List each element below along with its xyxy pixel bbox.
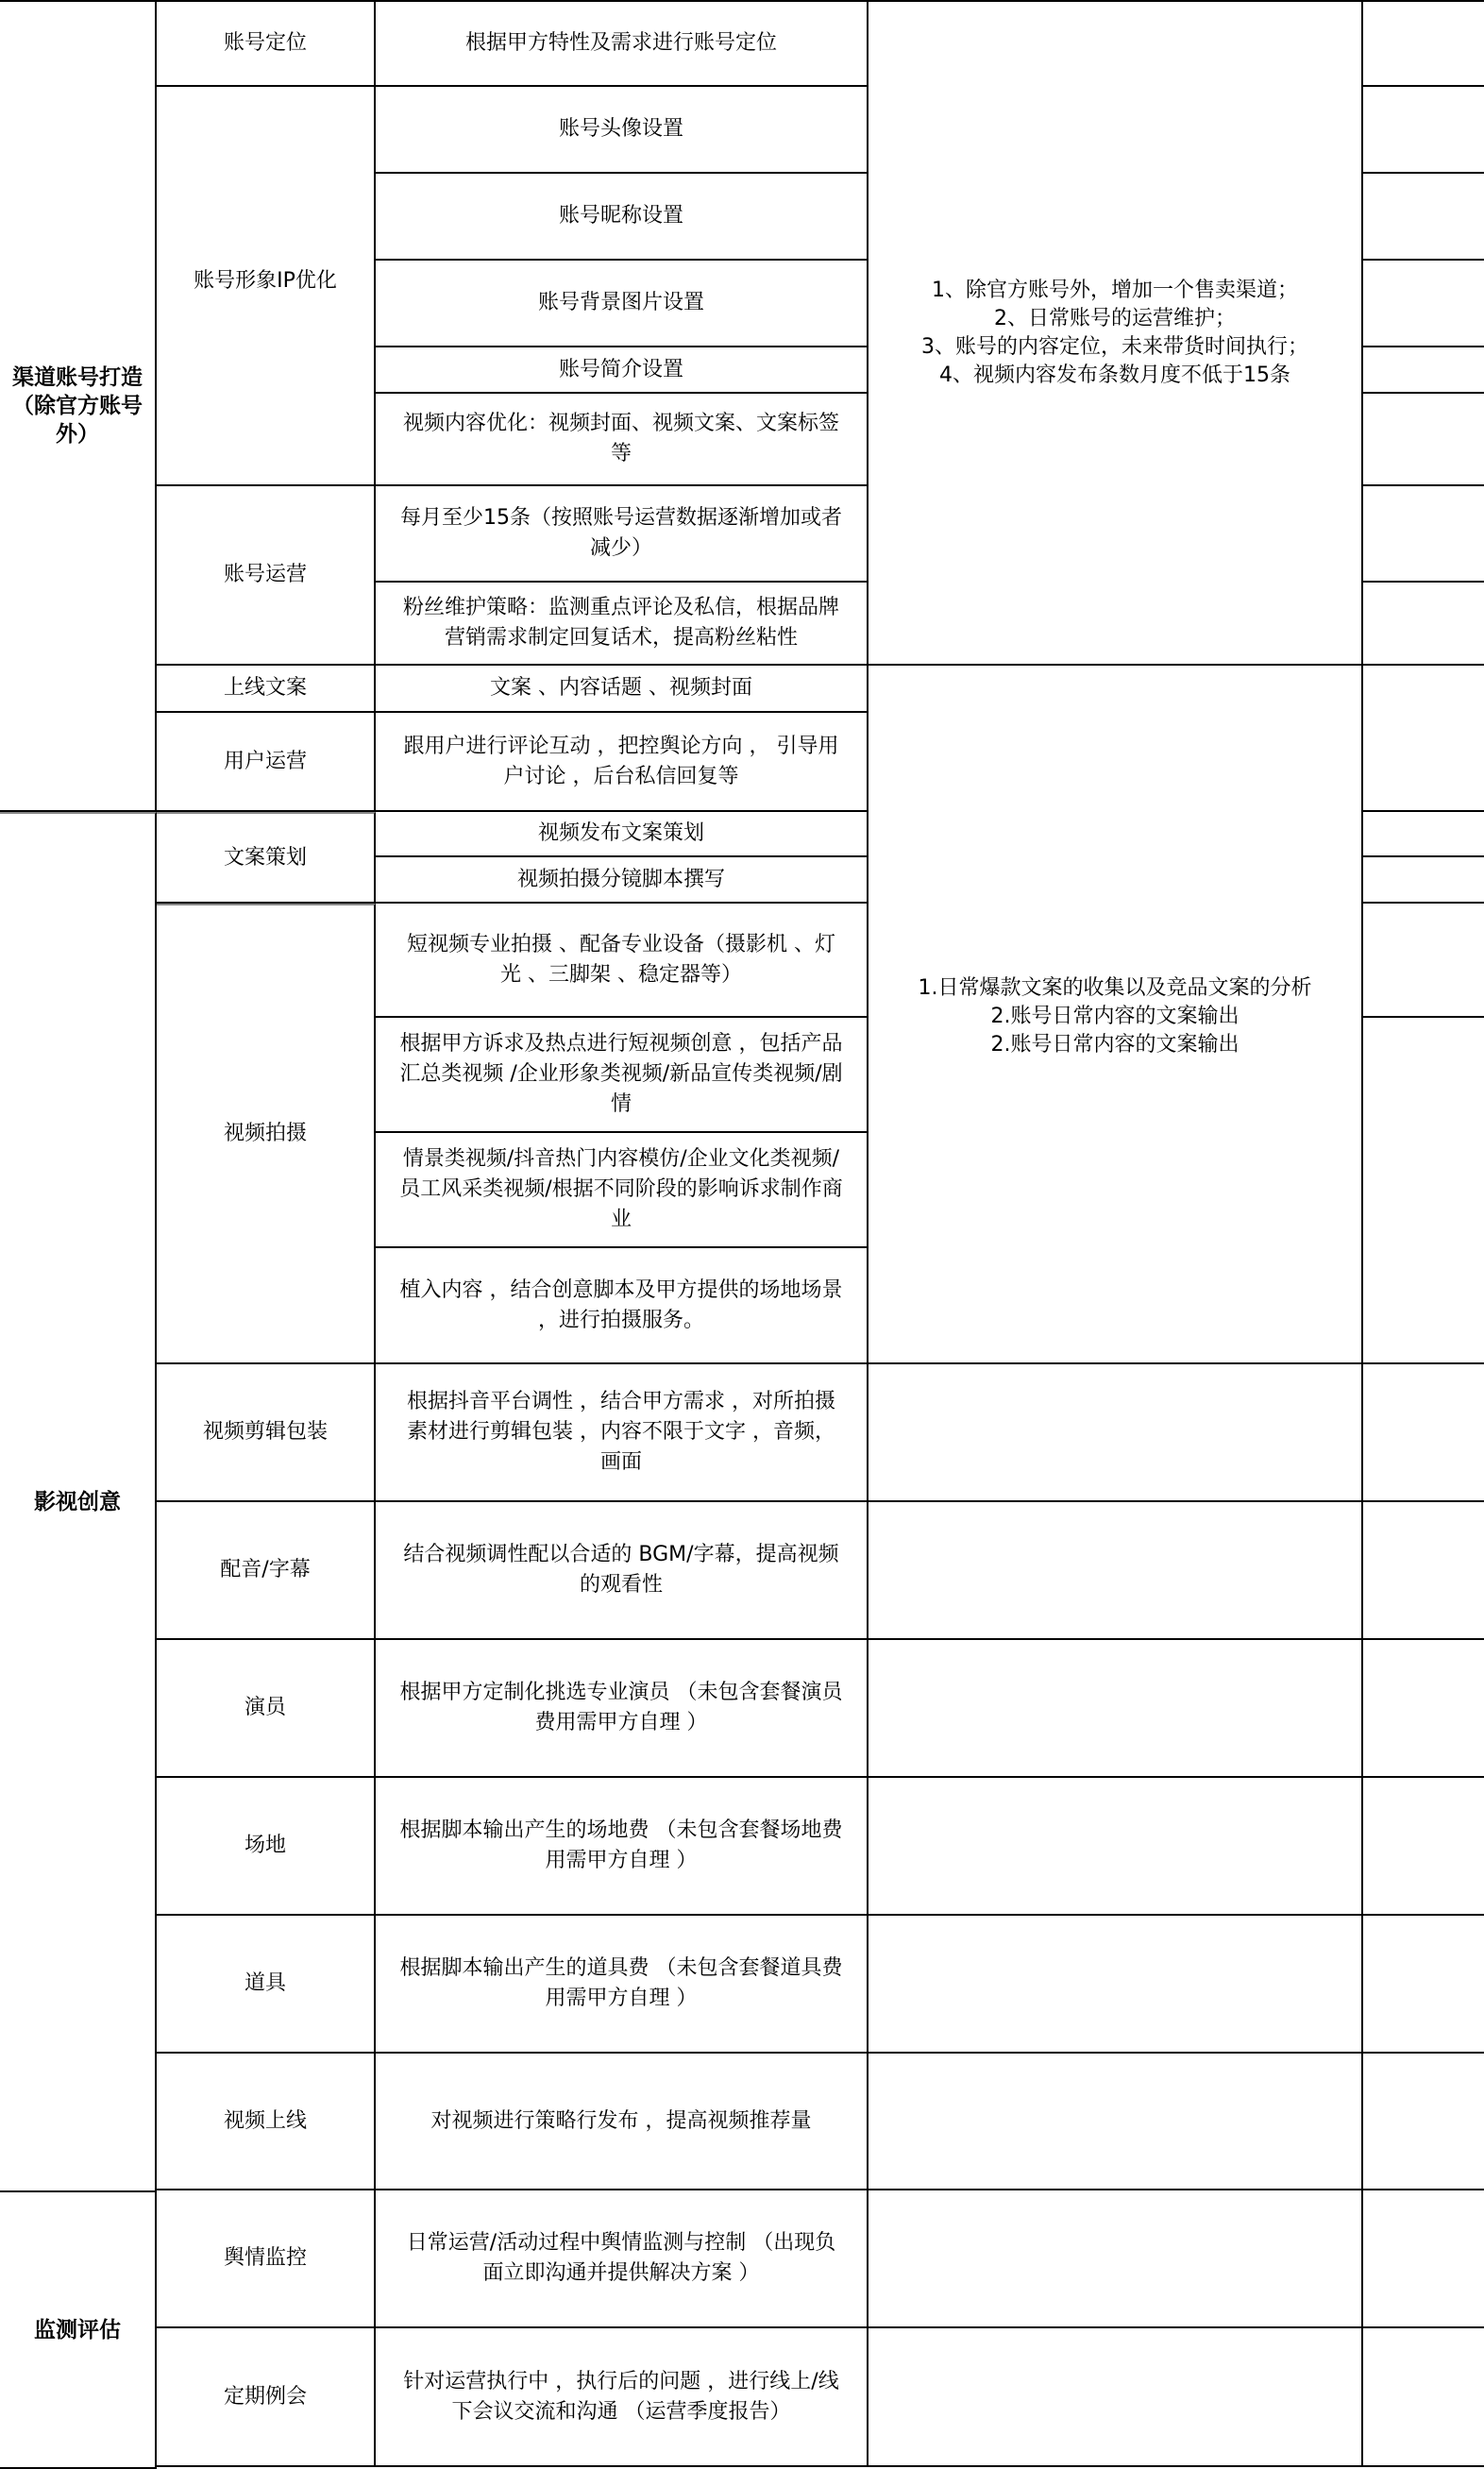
- item-meeting: 定期例会: [157, 2328, 376, 2467]
- note-empty: [868, 1364, 1363, 1502]
- note-empty: [868, 2328, 1363, 2467]
- content-shoot-3: 情景类视频/抖音热门内容模仿/企业文化类视频/ 员工风采类视频/根据不同阶段的影响诉求制作商 业: [376, 1133, 868, 1248]
- content-fans: 粉丝维护策略：监测重点评论及私信，根据品牌 营销需求制定回复话术，提高粉丝粘性: [376, 583, 868, 666]
- item-operation: 账号运营: [157, 486, 376, 666]
- extra-empty: [1363, 87, 1484, 174]
- extra-empty: [1363, 2328, 1484, 2467]
- content-nickname: 账号昵称设置: [376, 174, 868, 261]
- extra-empty: [1363, 1778, 1484, 1916]
- extra-empty: [1363, 0, 1484, 87]
- extra-empty: [1363, 1502, 1484, 1640]
- item-shooting: 视频拍摄: [157, 904, 376, 1364]
- extra-empty: [1363, 666, 1484, 812]
- content-background: 账号背景图片设置: [376, 261, 868, 347]
- item-user-ops: 用户运营: [157, 713, 376, 812]
- extra-empty: [1363, 2054, 1484, 2190]
- content-monthly: 每月至少15条（按照账号运营数据逐渐增加或者 减少）: [376, 486, 868, 583]
- content-copy-plan-1: 视频发布文案策划: [376, 812, 868, 857]
- content-video-online: 对视频进行策略行发布 ，提高视频推荐量: [376, 2054, 868, 2190]
- content-positioning: 根据甲方特性及需求进行账号定位: [376, 0, 868, 87]
- extra-empty: [1363, 1364, 1484, 1502]
- content-editing: 根据抖音平台调性 ，结合甲方需求 ，对所拍摄 素材进行剪辑包装 ，内容不限于文字 ，音频， 画面: [376, 1364, 868, 1502]
- content-avatar: 账号头像设置: [376, 87, 868, 174]
- content-dubbing: 结合视频调性配以合适的 BGM/字幕，提高视频 的观看性: [376, 1502, 868, 1640]
- extra-empty: [1363, 394, 1484, 486]
- item-venue: 场地: [157, 1778, 376, 1916]
- content-props: 根据脚本输出产生的道具费 （未包含套餐道具费 用需甲方自理 ）: [376, 1916, 868, 2054]
- content-opinion: 日常运营/活动过程中舆情监测与控制 （出现负 面立即沟通并提供解决方案 ）: [376, 2190, 868, 2328]
- item-editing: 视频剪辑包装: [157, 1364, 376, 1502]
- note-empty: [868, 1916, 1363, 2054]
- content-venue: 根据脚本输出产生的场地费 （未包含套餐场地费 用需甲方自理 ）: [376, 1778, 868, 1916]
- content-video-opt: 视频内容优化：视频封面、视频文案、文案标签 等: [376, 394, 868, 486]
- extra-empty: [1363, 1640, 1484, 1778]
- extra-empty: [1363, 904, 1484, 1018]
- content-shoot-4: 植入内容 ，结合创意脚本及甲方提供的场地场景 ，进行拍摄服务。: [376, 1248, 868, 1364]
- item-copy-online: 上线文案: [157, 666, 376, 713]
- item-dubbing: 配音/字幕: [157, 1502, 376, 1640]
- category-monitor: 监测评估: [0, 2190, 157, 2469]
- note-account: 1、除官方账号外，增加一个售卖渠道； 2、日常账号的运营维护； 3、账号的内容定位，未来带货时间执行； 4、视频内容发布条数月度不低于15条: [868, 0, 1363, 666]
- note-empty: [868, 1640, 1363, 1778]
- content-copy-plan-2: 视频拍摄分镜脚本撰写: [376, 857, 868, 904]
- extra-empty: [1363, 347, 1484, 394]
- note-empty: [868, 1502, 1363, 1640]
- extra-empty: [1363, 1018, 1484, 1364]
- extra-empty: [1363, 583, 1484, 666]
- item-props: 道具: [157, 1916, 376, 2054]
- item-opinion: 舆情监控: [157, 2190, 376, 2328]
- category-channel: 渠道账号打造 （除官方账号 外）: [0, 0, 157, 812]
- extra-empty: [1363, 261, 1484, 347]
- extra-empty: [1363, 174, 1484, 261]
- extra-empty: [1363, 812, 1484, 857]
- category-video: 影视创意: [0, 812, 157, 2190]
- content-intro: 账号简介设置: [376, 347, 868, 394]
- extra-empty: [1363, 1916, 1484, 2054]
- content-meeting: 针对运营执行中 ，执行后的问题 ，进行线上/线 下会议交流和沟通 （运营季度报告）: [376, 2328, 868, 2467]
- extra-empty: [1363, 857, 1484, 904]
- content-user-ops: 跟用户进行评论互动 ，把控舆论方向 ， 引导用 户讨论 ，后台私信回复等: [376, 713, 868, 812]
- content-actors: 根据甲方定制化挑选专业演员 （未包含套餐演员 费用需甲方自理 ）: [376, 1640, 868, 1778]
- extra-empty: [1363, 2190, 1484, 2328]
- note-empty: [868, 2054, 1363, 2190]
- content-shoot-2: 根据甲方诉求及热点进行短视频创意 ，包括产品 汇总类视频 /企业形象类视频/新品宣传类视频/剧 情: [376, 1018, 868, 1133]
- note-empty: [868, 1778, 1363, 1916]
- extra-empty: [1363, 486, 1484, 583]
- item-actors: 演员: [157, 1640, 376, 1778]
- item-image-ip: 账号形象IP优化: [157, 87, 376, 486]
- item-positioning: 账号定位: [157, 0, 376, 87]
- content-shoot-1: 短视频专业拍摄 、配备专业设备（摄影机 、灯 光 、三脚架 、稳定器等）: [376, 904, 868, 1018]
- item-video-online: 视频上线: [157, 2054, 376, 2190]
- item-copy-plan: 文案策划: [157, 812, 376, 904]
- content-copy-online: 文案 、内容话题 、视频封面: [376, 666, 868, 713]
- note-copywriting: 1.日常爆款文案的收集以及竞品文案的分析 2.账号日常内容的文案输出 2.账号日常内容的文案输出: [868, 666, 1363, 1364]
- note-empty: [868, 2190, 1363, 2328]
